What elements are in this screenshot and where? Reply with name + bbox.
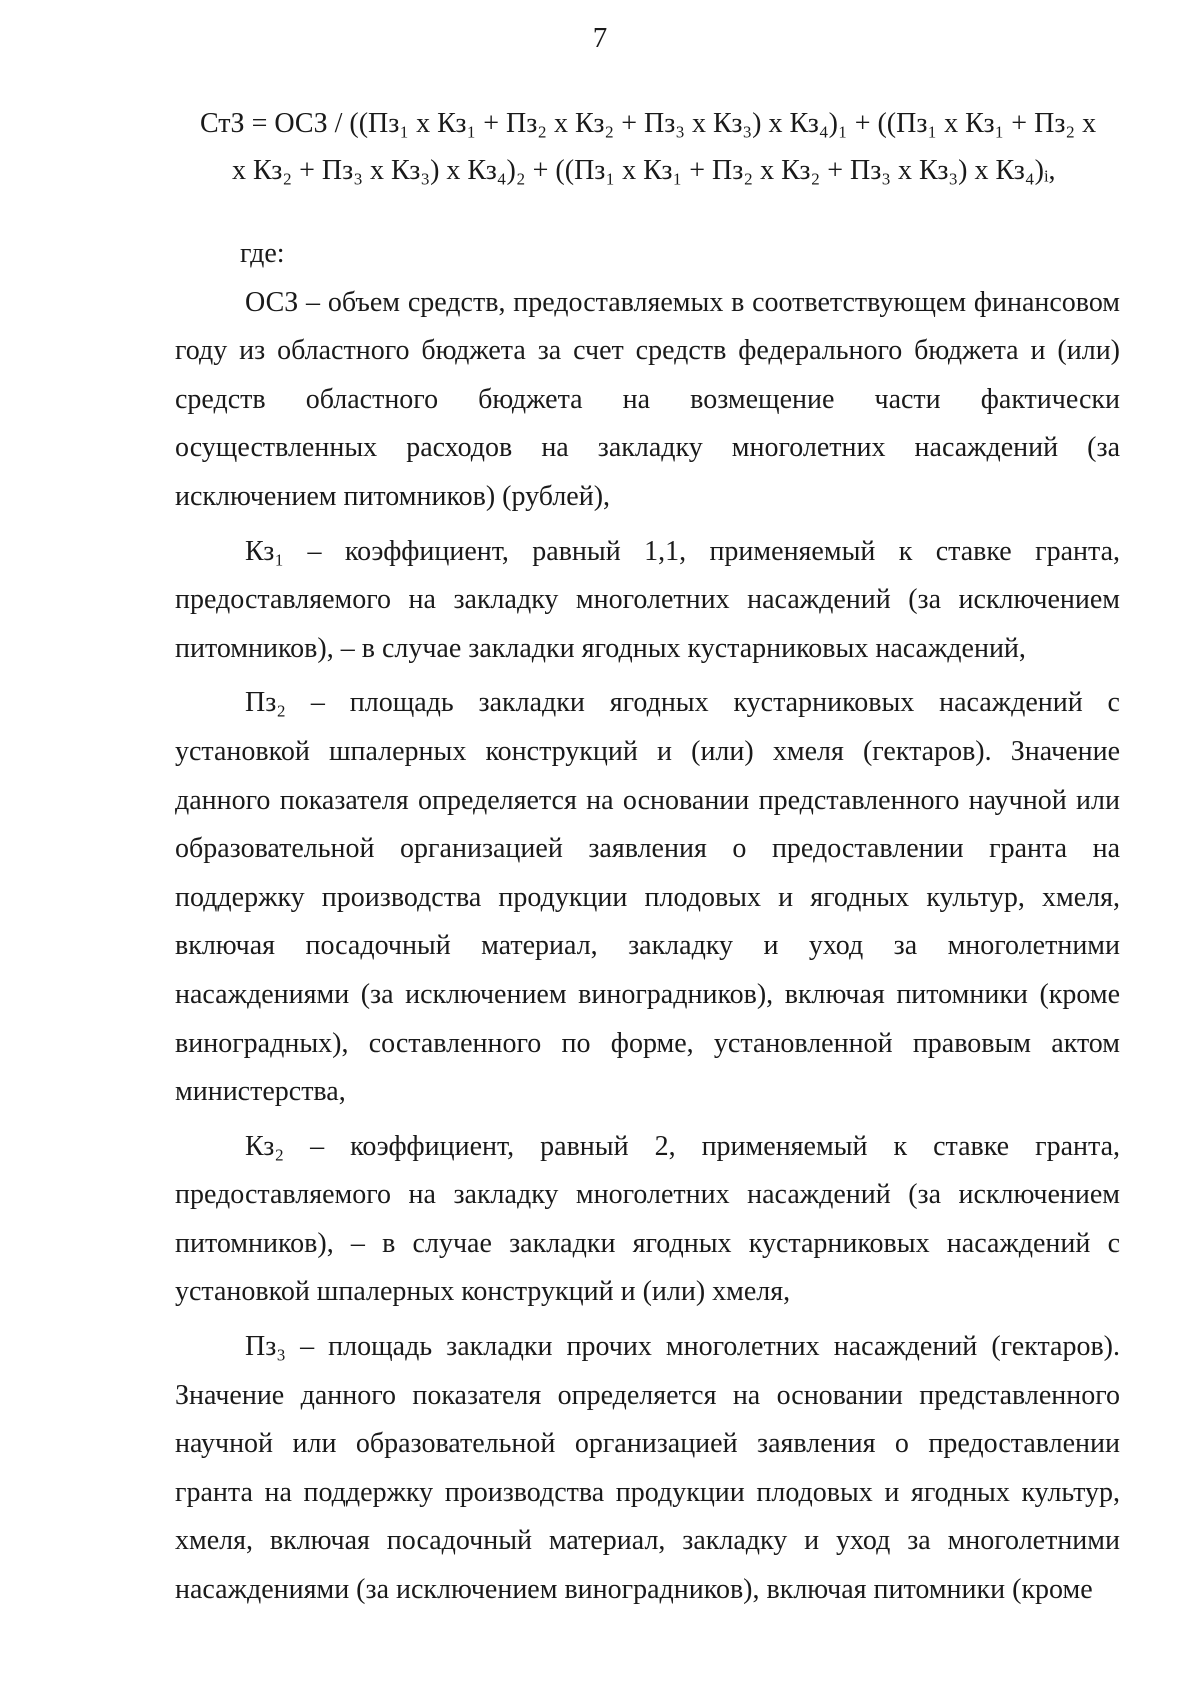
formula-line-2: х Кз₂ + Пз₃ х Кз₃) х Кз₄)₂ + ((Пз₁ х Кз₁ + Пз₂ х Кз₂ + Пз₃ х Кз₃) х Кз₄)ᵢ, (232, 155, 1056, 186)
definition-kz1: Кз₁ – коэффициент, равный 1,1, применяемый к ставке гранта, предоставляемого на закладку многолетних насаждений (за исключением питомников), – в случае закладки ягодных кустарниковых насаждений, (175, 535, 1120, 664)
definition-osz: ОСЗ – объем средств, предоставляемых в соответствующем финансовом году из областного бюджета за счет средств федерального бюджета и (или) средств областного бюджета на возмещение части фактически осуществленных расходов на закладку многолетних насаждений (за исключением питомников) (рублей), (175, 286, 1120, 512)
definition-kz2: Кз₂ – коэффициент, равный 2, применяемый к ставке гранта, предоставляемого на закладку многолетних насаждений (за исключением питомников), – в случае закладки ягодных кустарниковых насаждений с установкой шпалерных конструкций и (или) хмеля, (175, 1130, 1120, 1308)
page-number: 7 (592, 22, 608, 54)
where-label: где: (240, 238, 285, 269)
document-body (175, 230, 1120, 1615)
definition-pz2: Пз₂ – площадь закладки ягодных кустарниковых насаждений с установкой шпалерных конструкций и (или) хмеля (гектаров). Значение данного показателя определяется на основании представленного научной или образовательной организацией заявления о предоставлении гранта на поддержку производства продукции плодовых и ягодных культур, хмеля, включая посадочный материал, закладку и уход за многолетними насаждениями (за исключением виноградников), включая питомники (кроме виноградных), составленного по форме, установленной правовым актом министерства, (175, 687, 1120, 1108)
formula-line-1: СтЗ = ОСЗ / ((Пз₁ х Кз₁ + Пз₂ х Кз₂ + Пз₃ х Кз₃) х Кз₄)₁ + ((Пз₁ х Кз₁ + Пз₂ х (200, 108, 1097, 139)
definition-pz3: Пз₃ – площадь закладки прочих многолетних насаждений (гектаров). Значение данного показателя определяется на основании представленного научной или образовательной организацией заявления о предоставлении гранта на поддержку производства продукции плодовых и ягодных культур, хмеля, включая посадочный материал, закладку и уход за многолетними насаждениями (за исключением виноградников), включая питомники (кроме (175, 1331, 1120, 1606)
